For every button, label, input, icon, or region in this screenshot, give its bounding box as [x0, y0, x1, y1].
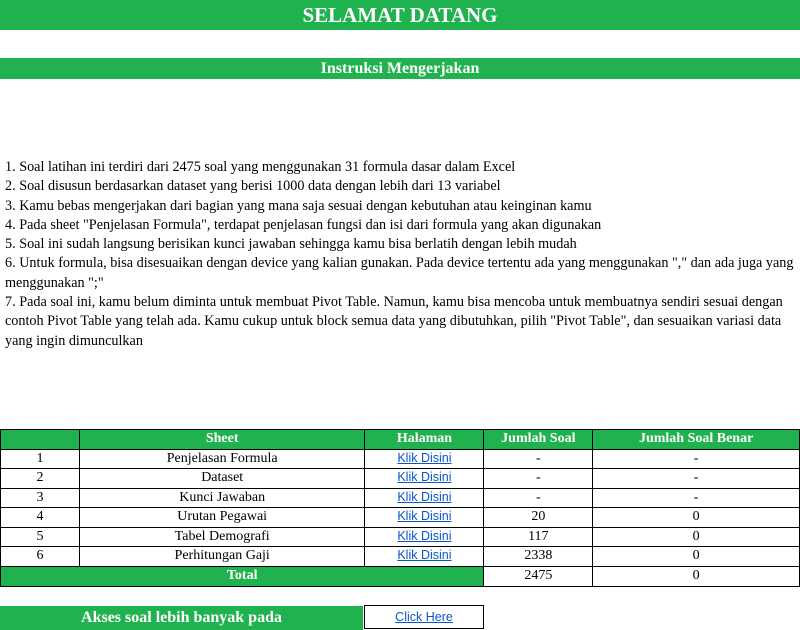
sheet-name: Dataset	[79, 469, 365, 489]
table-row	[1, 508, 800, 528]
instruction-item: 6. Untuk formula, bisa disesuaikan dengan device yang kalian gunakan. Pada device tertentu ada yang menggunakan "," dan ada juga yang menggunakan ";"	[5, 255, 794, 291]
correct-count: 0	[593, 527, 800, 547]
access-more-banner: Akses soal lebih banyak pada	[0, 606, 363, 630]
correct-count: 0	[593, 547, 800, 567]
sheet-name: Penjelasan Formula	[79, 449, 365, 469]
row-number: 3	[1, 488, 80, 508]
sheet-link[interactable]: Klik Disini	[397, 509, 452, 524]
table-header-row	[1, 430, 800, 450]
instruction-item: 4. Pada sheet "Penjelasan Formula", terdapat penjelasan fungsi dan isi dari formula yang akan digunakan	[5, 216, 602, 233]
table-row	[1, 488, 800, 508]
row-number: 2	[1, 469, 80, 489]
sheet-name: Perhitungan Gaji	[79, 547, 365, 567]
table-row	[1, 469, 800, 489]
click-here-box[interactable]	[364, 605, 484, 629]
click-here-link[interactable]: Click Here	[395, 610, 453, 624]
total-count: 2475	[484, 566, 593, 586]
sheet-link[interactable]: Klik Disini	[397, 489, 452, 504]
page-title: SELAMAT DATANG	[0, 0, 800, 30]
table-row	[1, 527, 800, 547]
header-correct: Jumlah Soal Benar	[593, 430, 800, 450]
row-number: 4	[1, 508, 80, 528]
sheet-name: Tabel Demografi	[79, 527, 365, 547]
question-count: -	[484, 449, 593, 469]
question-count: 117	[484, 527, 593, 547]
sheet-link[interactable]: Klik Disini	[397, 450, 452, 465]
instruction-item: 2. Soal disusun berdasarkan dataset yang berisi 1000 data dengan lebih dari 13 variabel	[5, 178, 501, 195]
sheet-name: Urutan Pegawai	[79, 508, 365, 528]
header-page: Halaman	[365, 430, 484, 450]
table-row	[1, 449, 800, 469]
instruction-item: 1. Soal latihan ini terdiri dari 2475 soal yang menggunakan 31 formula dasar dalam Excel	[5, 159, 516, 175]
sheet-name: Kunci Jawaban	[79, 488, 365, 508]
instructions-title: Instruksi Mengerjakan	[0, 58, 800, 79]
sheet-link[interactable]: Klik Disini	[397, 528, 452, 543]
row-number: 6	[1, 547, 80, 567]
header-no	[1, 430, 80, 450]
correct-count: -	[593, 449, 800, 469]
header-count: Jumlah Soal	[484, 430, 593, 450]
question-count: -	[484, 469, 593, 489]
total-label: Total	[1, 566, 484, 586]
sheet-link[interactable]: Klik Disini	[397, 548, 452, 563]
question-count: -	[484, 488, 593, 508]
sheet-link[interactable]: Klik Disini	[397, 470, 452, 485]
instruction-item: 3. Kamu bebas mengerjakan dari bagian yang mana saja sesuai dengan kebutuhan atau keinginan kamu	[5, 197, 592, 214]
instruction-item: 5. Soal ini sudah langsung berisikan kunci jawaban sehingga kamu bisa berlatih dengan lebih mudah	[5, 236, 577, 253]
sheet-table	[0, 429, 800, 587]
correct-count: -	[593, 488, 800, 508]
total-correct: 0	[593, 566, 800, 586]
instruction-item: 7. Pada soal ini, kamu belum diminta untuk membuat Pivot Table. Namun, kamu bisa mencoba untuk membuatnya sendiri sesuai dengan contoh Pivot Table yang telah ada. Kamu cukup untuk block semua data yang dibutuhkan, pilih "Pivot Table", dan sesuaikan variasi data yang ingin dimunculkan	[5, 294, 783, 349]
table-row	[1, 547, 800, 567]
header-sheet: Sheet	[79, 430, 365, 450]
question-count: 20	[484, 508, 593, 528]
question-count: 2338	[484, 547, 593, 567]
correct-count: 0	[593, 508, 800, 528]
total-row	[1, 566, 800, 586]
correct-count: -	[593, 469, 800, 489]
row-number: 1	[1, 449, 80, 469]
row-number: 5	[1, 527, 80, 547]
instructions-list	[5, 158, 798, 351]
